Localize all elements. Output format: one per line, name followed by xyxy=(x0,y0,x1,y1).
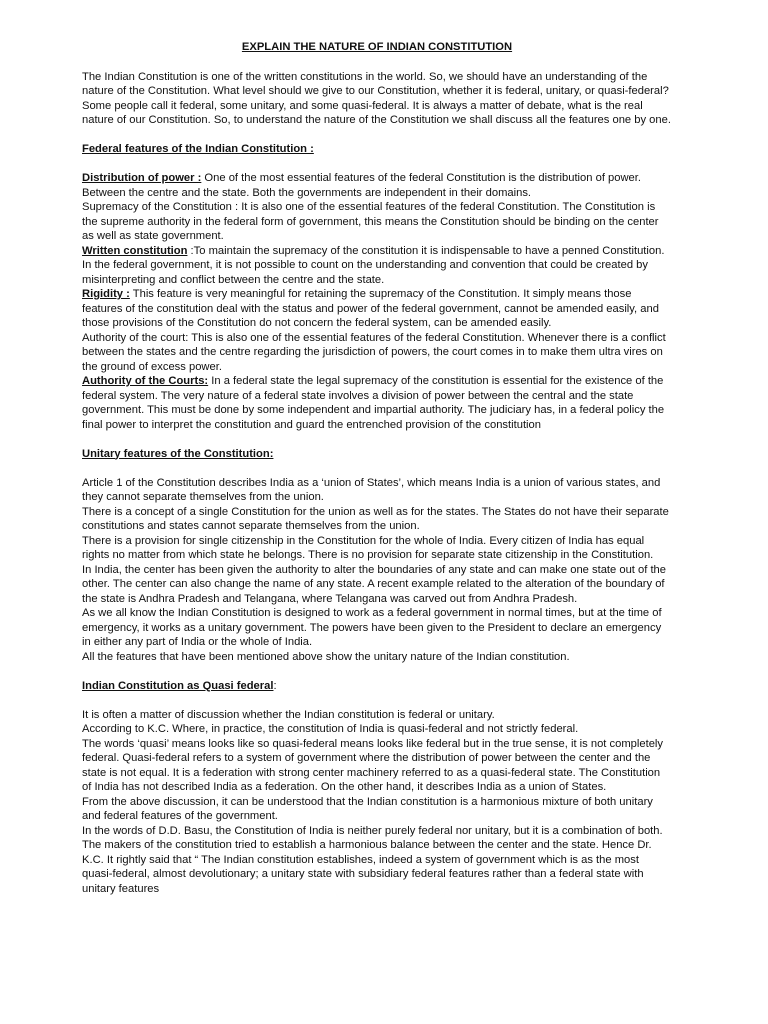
unitary-paragraph-3: There is a provision for single citizenship in the Constitution for the whole of India. Every citizen of India has equal rights no matter from which state he belongs. There is no provision for separate state citizenship in the Constitution. xyxy=(82,534,654,561)
quasi-heading: Indian Constitution as Quasi federal xyxy=(82,679,274,692)
rigidity-paragraph xyxy=(82,287,672,331)
quasi-paragraph-4: From the above discussion, it can be understood that the Indian constitution is a harmonious mixture of both unitary and federal features of the government. xyxy=(82,795,653,822)
spacer xyxy=(82,664,672,679)
spacer xyxy=(82,461,672,476)
federal-heading: Federal features of the Indian Constitution : xyxy=(82,143,314,155)
document-title: EXPLAIN THE NATURE OF INDIAN CONSTITUTION xyxy=(241,41,513,53)
written-term: Written constitution xyxy=(82,244,188,257)
spacer xyxy=(82,432,672,447)
authority-courts-term: Authority of the Courts: xyxy=(82,375,209,387)
supremacy-paragraph: Supremacy of the Constitution : It is also one of the essential features of the federal Constitution. The Constitution is the supreme authority in the federal form of government, this means the Constitution should be binding on the center as well as state government. xyxy=(82,201,659,242)
document-page xyxy=(82,40,672,896)
unitary-paragraph-6: All the features that have been mentioned above show the unitary nature of the Indian constitution. xyxy=(82,650,570,663)
authority-courts-paragraph xyxy=(82,374,672,432)
authority-court-paragraph: Authority of the court: This is also one of the essential features of the federal Constitution. Whenever there is a conflict between the states and the centre regarding the jurisdiction of powers, the court comes in to make them ultra vires on the ground of excess power. xyxy=(82,331,666,373)
quasi-paragraph-3: The words ‘quasi’ means looks like so quasi-federal means looks like federal but in the true sense, it is not completely federal. Quasi-federal refers to a system of government where the distribution of power between the center and the state is not equal. It is a federation with strong center machinery referred to as a quasi-federal state. The Constitution of India has not described India as a federation. On the other hand, it describes India as a union of States. xyxy=(82,737,664,793)
quasi-paragraph-5: In the words of D.D. Basu, the Constitution of India is neither purely federal nor unitary, but it is a combination of both. xyxy=(82,824,663,837)
unitary-paragraph-2: There is a concept of a single Constitution for the union as well as for the states. The States do not have their separate constitutions and states cannot separate themselves from the union. xyxy=(82,505,669,532)
spacer xyxy=(82,128,672,143)
authority-courts-text: In a federal state the legal supremacy of the constitution is essential for the existence of the federal system. The very nature of a federal state involves a division of power between the central and the state government. This must be done by some independent and impartial authority. The judiciary has, in a federal policy the final power to interpret the constitution and guard the entrenched provision of the constitution xyxy=(82,375,665,431)
quasi-heading-line xyxy=(82,679,672,694)
unitary-paragraph-5: As we all know the Indian Constitution is designed to work as a federal government in normal times, but at the time of emergency, it works as a unitary government. The powers have been given to the President to declare an emergency in either any part of India or the whole of India. xyxy=(82,607,662,648)
rigidity-term: Rigidity : xyxy=(82,288,130,300)
quasi-paragraph-6: The makers of the constitution tried to establish a harmonious balance between the center and the state. Hence Dr. K.C. It rightly said that “ The Indian constitution establishes, indeed a system of government which is as the most quasi-federal, almost devolutionary; a unitary state with subsidiary federal features rather than a federal state with unitary features xyxy=(82,839,652,895)
intro-paragraph: The Indian Constitution is one of the written constitutions in the world. So, we should have an understanding of the nature of the Constitution. What level should we give to our Constitution, whether it is federal, unitary, or quasi-federal?Some people call it federal, some unitary, and some quasi-federal. It is always a matter of debate, what is the real nature of our Constitution. So, to understand the nature of the Constitution we shall discuss all the features one by one. xyxy=(82,70,671,126)
rigidity-text: This feature is very meaningful for retaining the supremacy of the Constitution. It simply means those features of the constitution deal with the status and power of the federal government, cannot be amended easily, and those provisions of the Constitution do not concern the federal system, can be amended easily. xyxy=(82,288,659,329)
spacer xyxy=(82,157,672,172)
spacer xyxy=(82,693,672,708)
quasi-paragraph-1: It is often a matter of discussion whether the Indian constitution is federal or unitary. xyxy=(82,708,495,721)
distribution-text: One of the most essential features of the federal Constitution is the distribution of power. Between the centre and the state. Both the governments are independent in their domains. xyxy=(82,172,641,199)
written-paragraph xyxy=(82,244,672,288)
written-text: :To maintain the supremacy of the constitution it is indispensable to have a penned Constitution. In the federal government, it is not possible to count on the understanding and convention that could be created by misinterpreting and conflict between the centre and the state. xyxy=(82,244,665,286)
unitary-heading: Unitary features of the Constitution: xyxy=(82,447,274,460)
quasi-paragraph-2: According to K.C. Where, in practice, the constitution of India is quasi-federal and not strictly federal. xyxy=(82,723,579,735)
unitary-paragraph-1: Article 1 of the Constitution describes India as a ‘union of States’, which means India is a union of various states, and they cannot separate themselves from the union. xyxy=(82,476,661,503)
quasi-heading-colon: : xyxy=(273,679,277,692)
distribution-term: Distribution of power : xyxy=(82,172,202,184)
distribution-paragraph xyxy=(82,171,672,200)
unitary-paragraph-4: In India, the center has been given the authority to alter the boundaries of any state and can make one state out of the other. The center can also change the name of any state. A recent example related to the alteration of the boundary of the state is Andhra Pradesh and Telangana, where Telangana was carved out from Andhra Pradesh. xyxy=(82,563,667,605)
